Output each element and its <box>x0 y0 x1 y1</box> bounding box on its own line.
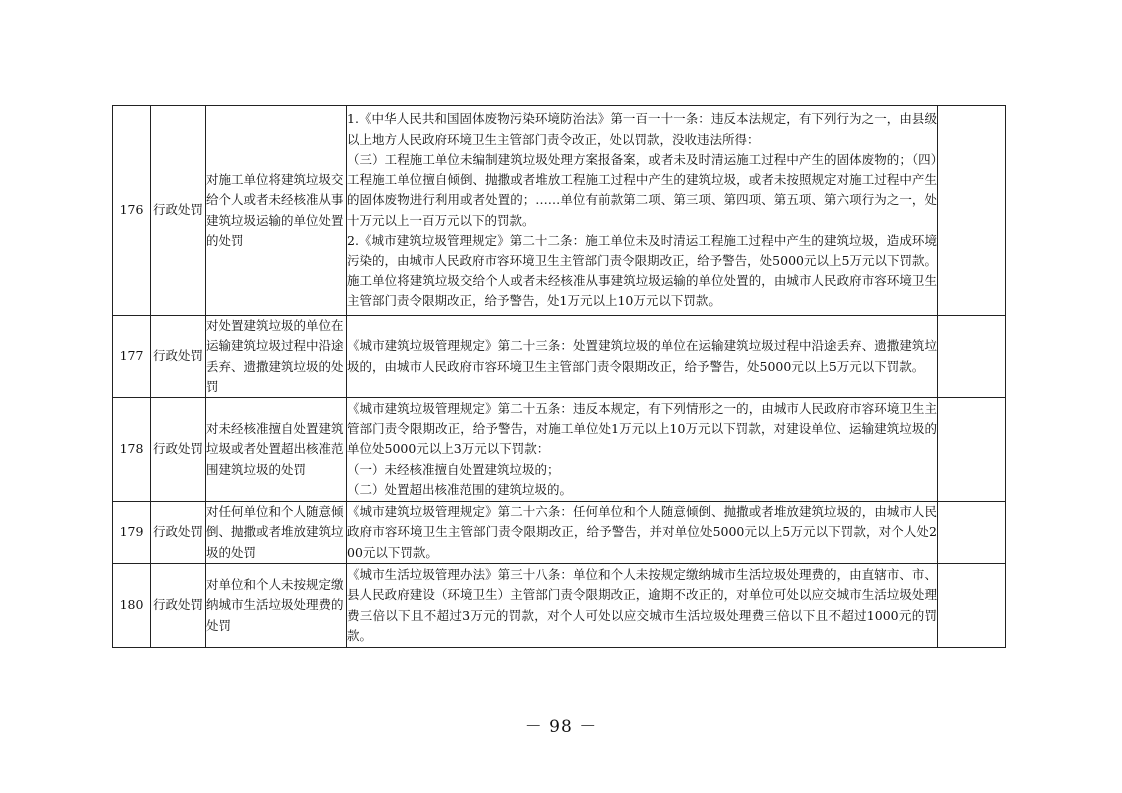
basis-paragraph: （二）处置超出核准范围的建筑垃圾的。 <box>347 481 573 497</box>
basis-paragraph: 《城市生活垃圾管理办法》第三十八条：单位和个人未按规定缴纳城市生活垃圾处理费的，由直辖市、市、县人民政府建设（环境卫生）主管部门责令限期改正，逾期不改正的，对单位可处以应交城市生活垃圾处理费三倍以下且不超过3万元的罚款，对个人可处以应交城市生活垃圾处理费三倍以下且不超过1000元的罚款。 <box>347 567 937 643</box>
penalty-type: 行政处罚 <box>151 564 206 648</box>
penalty-table <box>112 105 1006 648</box>
basis-paragraph: 1.《中华人民共和国固体废物污染环境防治法》第一百一十一条：违反本法规定，有下列行为之一，由县级以上地方人民政府环境卫生主管部门责令改正，处以罚款，没收违法所得： <box>347 111 937 147</box>
penalty-item: 对处置建筑垃圾的单位在运输建筑垃圾过程中沿途丢弃、遗撒建筑垃圾的处罚 <box>206 316 347 398</box>
penalty-type: 行政处罚 <box>151 398 206 502</box>
row-number: 180 <box>113 564 151 648</box>
basis-paragraph: 《城市建筑垃圾管理规定》第二十五条：违反本规定，有下列情形之一的，由城市人民政府市容环境卫生主管部门责令限期改正，给予警告，对施工单位处1万元以上10万元以下罚款，对建设单位、运输建筑垃圾的单位处5000元以上3万元以下罚款： <box>347 400 937 457</box>
page-number: － 98 － <box>524 717 598 737</box>
table-row <box>113 316 1006 398</box>
basis-paragraph: （三）工程施工单位未编制建筑垃圾处理方案报备案，或者未及时清运施工过程中产生的固体废物的；（四）工程施工单位擅自倾倒、抛撒或者堆放工程施工过程中产生的建筑垃圾，或者未按照规定对施工过程中产生的固体废物进行利用或者处置的；……单位有前款第二项、第三项、第四项、第五项、第六项行为之一，处十万元以上一百万元以下的罚款。 <box>347 151 937 228</box>
note-cell <box>938 106 1006 316</box>
table-row <box>113 398 1006 502</box>
note-cell <box>938 316 1006 398</box>
penalty-item: 对未经核准擅自处置建筑垃圾或者处置超出核准范围建筑垃圾的处罚 <box>206 398 347 502</box>
legal-basis <box>347 106 938 316</box>
note-cell <box>938 564 1006 648</box>
penalty-type: 行政处罚 <box>151 502 206 564</box>
legal-basis <box>347 316 938 398</box>
table-row <box>113 502 1006 564</box>
table-row <box>113 564 1006 648</box>
basis-paragraph: 《城市建筑垃圾管理规定》第二十六条：任何单位和个人随意倾倒、抛撒或者堆放建筑垃圾的，由城市人民政府市容环境卫生主管部门责令限期改正，给予警告，并对单位处5000元以上5万元以下罚款，对个人处200元以下罚款。 <box>347 504 937 560</box>
legal-basis <box>347 398 938 502</box>
basis-paragraph: 《城市建筑垃圾管理规定》第二十三条：处置建筑垃圾的单位在运输建筑垃圾过程中沿途丢弃、遗撒建筑垃圾的，由城市人民政府市容环境卫生主管部门责令限期改正，给予警告，处5000元以上5万元以下罚款。 <box>347 338 937 374</box>
row-number: 176 <box>113 106 151 316</box>
row-number: 178 <box>113 398 151 502</box>
penalty-type: 行政处罚 <box>151 106 206 316</box>
basis-paragraph: （一）未经核准擅自处置建筑垃圾的； <box>347 461 560 477</box>
row-number: 177 <box>113 316 151 398</box>
legal-basis <box>347 564 938 648</box>
penalty-item: 对施工单位将建筑垃圾交给个人或者未经核准从事建筑垃圾运输的单位处置的处罚 <box>206 106 347 316</box>
note-cell <box>938 502 1006 564</box>
legal-basis <box>347 502 938 564</box>
penalty-item: 对任何单位和个人随意倾倒、抛撒或者堆放建筑垃圾的处罚 <box>206 502 347 564</box>
note-cell <box>938 398 1006 502</box>
penalty-item: 对单位和个人未按规定缴纳城市生活垃圾处理费的处罚 <box>206 564 347 648</box>
basis-paragraph: 2.《城市建筑垃圾管理规定》第二十二条：施工单位未及时清运工程施工过程中产生的建筑垃圾，造成环境污染的，由城市人民政府市容环境卫生主管部门责令限期改正，给予警告，处5000元以上5万元以下罚款。施工单位将建筑垃圾交给个人或者未经核准从事建筑垃圾运输的单位处置的，由城市人民政府市容环境卫生主管部门责令限期改正，给予警告，处1万元以上10万元以下罚款。 <box>347 232 937 309</box>
penalty-type: 行政处罚 <box>151 316 206 398</box>
row-number: 179 <box>113 502 151 564</box>
table-row <box>113 106 1006 316</box>
